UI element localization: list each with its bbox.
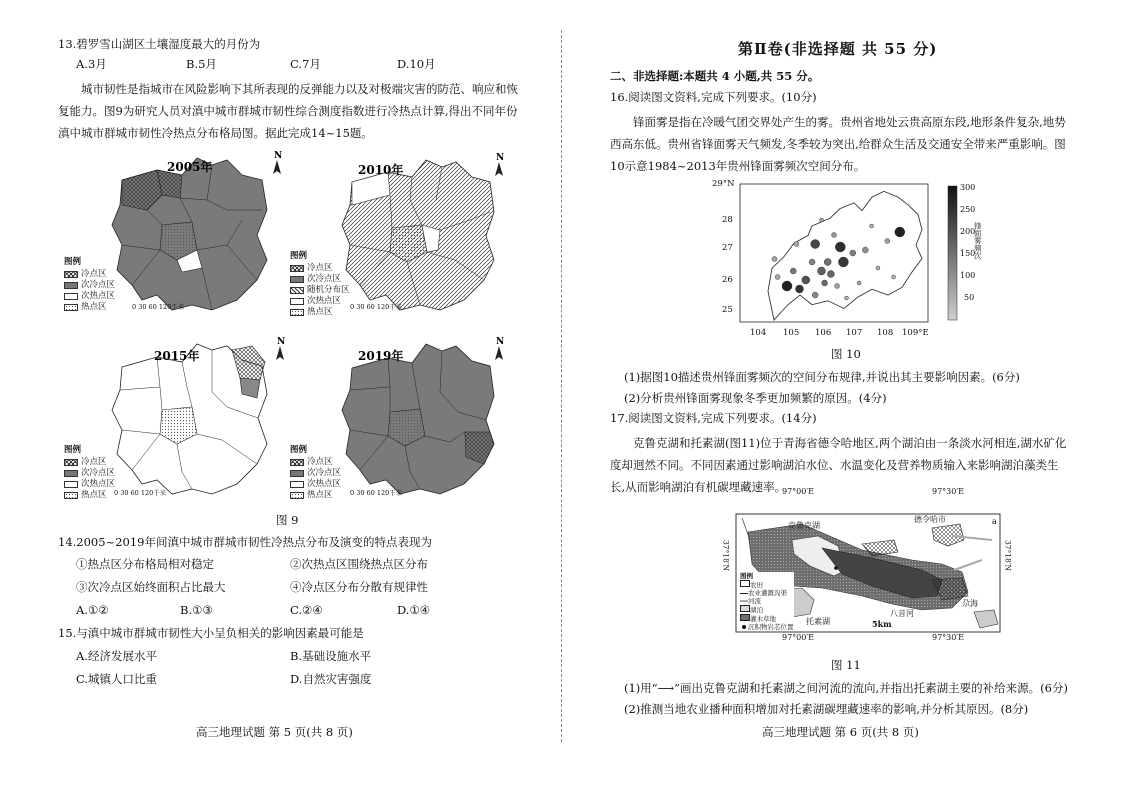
fig10-lat-28: 28 [722,215,733,225]
q13-option-c: C.7月 [290,57,321,71]
swatch-subcold [64,470,78,477]
fig11-lat-right: 37°18′N [1003,540,1013,572]
river-swatch [740,600,748,602]
fig11-bottom-lon-2: 97°30′E [932,633,965,642]
map-2005 [62,150,292,325]
fog-station-point [796,285,804,293]
fog-station-point [811,240,820,249]
fig10-chart [712,178,982,346]
swatch-subcold [290,276,304,283]
q15-stem: 15.与滇中城市群城市韧性大小呈负相关的影响因素最可能是 [58,626,364,640]
q17-sub1: (1)用“⟶”画出克鲁克湖和托素湖之间河流的流向,并指出托素湖主要的补给来源。(6分) [624,681,1068,695]
legend-item: 农田 [740,580,794,589]
legend-item: 热点区 [307,489,333,500]
place-delingha: 德令哈市 [914,515,946,524]
map-2015-north-icon: N [277,337,286,347]
legend-item: 随机分布区 [307,284,350,295]
place-tuosu: 托素湖 [806,617,830,626]
page-5-footer: 高三地理试题 第 5 页(共 8 页) [196,725,353,739]
legend-item: 次冷点区 [307,273,342,284]
q14-option-b: B.①③ [180,603,213,617]
map-2005-scale: 0 30 60 120千米 [132,303,185,311]
map-2010-north-icon: N [496,153,505,163]
intro-14-15: 城市韧性是指城市在风险影响下其所表现的反弹能力以及对极端灾害的防范、响应和恢复能力。图9为研究人员对滇中城市群城市韧性综合测度指数进行冷热点计算,得出不同年份滇中城市群城市韧性冷热点分布格局图。据此完成14~15题。 [58,82,518,140]
fog-station-point [870,224,874,228]
legend-item: 次热点区 [81,478,116,489]
map-2019-year: 2019年 [358,349,404,363]
legend-item: 热点区 [307,306,333,317]
colorbar-tick: 200 [960,227,976,236]
fog-station-point [850,250,856,256]
legend-item: 次热点区 [307,478,342,489]
fog-station-point [809,259,815,265]
q16-text: 锋面雾是指在冷暖气团交界处产生的雾。贵州省地处云贵高原东段,地形条件复杂,地势西高东低。贵州省锋面雾天气频发,冬季较为突出,给群众生活及交通安全带来严重影响。图10示意1984~2013年贵州锋面雾频次空间分布。 [610,115,1066,173]
map-2015-legend [64,444,115,501]
swatch-subhot [290,298,304,305]
shrub-swatch [740,614,750,621]
colorbar-tick: 100 [960,271,976,280]
swatch-cold [64,271,78,278]
fig10-lat-26: 26 [722,275,733,285]
fig9-caption: 图 9 [276,513,299,527]
fog-station-point [895,227,905,237]
swatch-random [290,287,304,294]
fog-station-point [827,271,834,278]
map-2015-year: 2015年 [154,349,200,363]
q14-option-a: A.①② [76,603,109,617]
legend-item: 热点区 [81,489,107,500]
q17-text: 克鲁克湖和托素湖(图11)位于青海省德令哈地区,两个湖泊由一条淡水河相连,湖水矿化度却迥然不同。不同因素通过影响湖泊水位、水温变化及营养物质输入来影响湖泊藻类生长,从而影响湖泊有机碳埋藏速率。 [610,436,1067,494]
swatch-cold [290,265,304,272]
q14-item-3: ③次冷点区始终面积占比最大 [76,580,226,594]
fig10-lon-109: 109°E [902,328,929,338]
q15-option-b: B.基础设施水平 [290,649,372,663]
map-2019 [290,332,510,512]
q13-stem: 13.碧罗雪山湖区土壤湿度最大的月份为 [58,37,261,51]
legend-item: 湖泊 [740,605,794,614]
map-2015 [62,332,292,512]
fig11 [721,487,1013,656]
legend-item: 次冷点区 [307,467,342,478]
place-gahai: 尕海 [962,599,978,608]
fog-station-point [885,239,890,244]
page-6-footer: 高三地理试题 第 6 页(共 8 页) [762,725,919,739]
section-subtitle: 二、非选择题:本题共 4 小题,共 55 分。 [610,69,820,83]
map-2010 [290,150,510,325]
lake-swatch [740,605,750,612]
q15-option-a: A.经济发展水平 [76,649,157,663]
swatch-hot [64,492,78,499]
fog-station-point [824,259,831,266]
page-6 [562,0,1123,794]
colorbar-tick: 250 [960,205,976,214]
fig10-lon-105: 105 [783,328,800,338]
fig10 [712,178,982,346]
q14-item-4: ④冷点区分布分散有规律性 [290,580,428,594]
colorbar-tick: 50 [964,293,975,302]
legend-item: 次热点区 [307,295,342,306]
fig10-lon-107: 107 [846,328,863,338]
fog-station-point [835,284,840,289]
section-title: 第Ⅱ卷(非选择题 共 55 分) [738,40,938,58]
legend-item: 冷点区 [307,456,333,467]
map-2019-legend [290,444,341,501]
fog-station-point [820,218,824,222]
fog-station-point [862,247,868,253]
swatch-hot [290,492,304,499]
page-5 [0,0,561,794]
fig11-lat-left: 37°18′N [721,540,731,572]
fig11-caption: 图 11 [831,658,861,672]
legend-item: 冷点区 [81,268,107,279]
map-2019-north-icon: N [496,337,505,347]
legend-item: 沉积物岩芯位置 [740,623,794,631]
legend-item: 热点区 [81,301,107,312]
map-2010-scale: 0 30 60 120千米 [350,303,403,311]
place-bayin-river: 八音河 [890,609,914,618]
q14-item-1: ①热点区分布格局相对稳定 [76,557,214,571]
fig11-bottom-lon-1: 97°00′E [782,633,815,642]
q15-option-d: D.自然灾害强度 [290,672,372,686]
fig11-corner: a [992,517,997,526]
fig10-lat-25: 25 [722,305,733,315]
legend-item: 次冷点区 [81,279,116,290]
legend-item: 冷点区 [307,262,333,273]
fog-station-point [790,268,796,274]
fig10-lat-27: 27 [722,243,733,253]
colorbar-tick: 300 [960,183,976,192]
fog-station-point [772,257,777,262]
legend-title: 图例 [290,251,308,261]
map-2010-year: 2010年 [358,163,404,177]
fig10-lon-106: 106 [815,328,832,338]
fog-station-point [794,242,799,247]
q13-option-a: A.3月 [76,57,107,71]
guizhou-outline [768,191,922,320]
fig11-top-lon-1: 97°00′E [782,487,815,496]
colorbar-tick: 150 [960,249,976,258]
fig10-lon-108: 108 [877,328,894,338]
q13-option-d: D.10月 [397,57,436,71]
fig11-legend [740,572,794,631]
fig10-caption: 图 10 [831,347,861,361]
fig11-scale: 5km [872,619,892,629]
fig10-lat-29: 29°N [712,179,735,189]
map-2005-year: 2005年 [167,160,213,174]
fog-station-point [838,257,848,267]
place-keluke: 克鲁克湖 [788,521,820,530]
legend-item: 冷点区 [81,456,107,467]
fog-station-point [845,296,849,300]
legend-item: 农业灌溉沟渠 [740,589,794,597]
q14-option-d: D.①④ [397,603,431,617]
swatch-subhot [290,481,304,488]
swatch-subhot [64,293,78,300]
swatch-cold [290,459,304,466]
swatch-subhot [64,481,78,488]
q14-option-c: C.②④ [290,603,323,617]
fog-station-point [782,281,792,291]
legend-title: 图例 [64,257,82,267]
legend-title: 图例 [290,445,308,455]
legend-item: 次热点区 [81,290,116,301]
map-2015-scale: 0 30 60 120千米 [114,489,167,497]
fog-station-point [818,267,826,275]
swatch-cold [64,459,78,466]
q16-stem: 16.阅读图文资料,完成下列要求。(10分) [610,90,817,104]
fog-station-point [822,280,828,286]
colorbar-label: 锋面雾频次 [973,222,983,260]
fog-station-point [835,242,845,252]
colorbar [948,186,957,320]
q16-sub2: (2)分析贵州锋面雾现象冬季更加频繁的原因。(4分) [624,391,887,405]
swatch-subcold [64,282,78,289]
fog-station-point [812,292,818,298]
fog-station-point [857,281,861,285]
q17-sub2: (2)推测当地农业播种面积增加对托素湖碳埋藏速率的影响,并分析其原因。(8分) [624,702,1029,716]
fog-station-point [892,275,896,279]
q13-option-b: B.5月 [186,57,217,71]
legend-item: 灌木草地 [740,614,794,623]
legend-title: 图例 [64,445,82,455]
map-2005-north-icon: N [274,151,283,161]
q14-item-2: ②次热点区围绕热点区分布 [290,557,428,571]
map-2005-legend [64,256,115,313]
fig10-lon-104: 104 [750,328,767,338]
fog-station-point [775,275,780,280]
q15-option-c: C.城镇人口比重 [76,672,158,686]
swatch-hot [290,309,304,316]
q17-stem: 17.阅读图文资料,完成下列要求。(14分) [610,411,817,425]
fog-station-point [876,266,880,270]
core-swatch [742,625,746,629]
fig11-legend-title: 图例 [740,572,753,580]
legend-item: 次冷点区 [81,467,116,478]
swatch-subcold [290,470,304,477]
legend-item: 河流 [740,597,794,605]
fog-station-point [802,276,810,284]
canal-swatch [740,593,748,594]
farmland-swatch [740,580,750,587]
fog-station-point [832,233,837,238]
q14-stem: 14.2005~2019年间滇中城市群城市韧性冷热点分布及演变的特点表现为 [58,535,432,549]
map-2010-legend [290,250,350,318]
swatch-hot [64,304,78,311]
fig11-top-lon-2: 97°30′E [932,487,965,496]
q16-sub1: (1)据图10描述贵州锋面雾频次的空间分布规律,并说出其主要影响因素。(6分) [624,370,1020,384]
map-2019-scale: 0 30 60 120千米 [350,489,403,497]
